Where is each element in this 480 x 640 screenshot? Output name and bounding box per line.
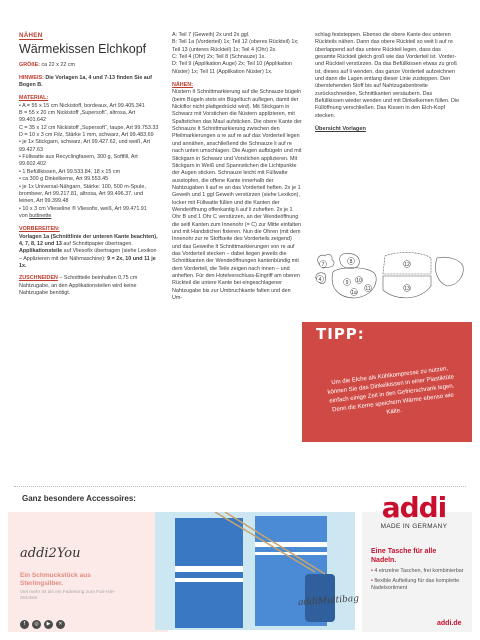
- cut-part: A: Teil 7 (Geweih) 2x und 2x ggl.: [172, 32, 250, 38]
- cut-part: C: Teil 4 (Ohr) 2x; Teil 8 (Schnauze) 1x.: [172, 54, 266, 61]
- ad-bag-headline: Eine Tasche für alle Nadeln.: [371, 548, 437, 564]
- template-number: 1a: [351, 289, 357, 296]
- sewing-text: Nüstern It Schnittmarkierung auf die Schnauze bügeln (beim Bügeln stets ein Bügeltuch auflegen, damit der Nickiflor nicht plattgedrückt wird). Mit Stickgarn in Schwarz mit Vorstichen die Nüstern applizieren, mit Spaltstichen das Maul aufsticken. Die obere Kante der Schnauze It Schnittmarkierung zwischen den Pfeilmarkierungen a re auf re auf das Vorderteil legen und annähen, anschließend die Schnauze li auf re nach unten umschlagen. Die Augen aufbügeln und mit Stickgarn in Schwarz und Vorstichen applizieren. Mit Stickgarn in Weiß und Spannstichen die Lichtpunkte der Augen sticken. Schnauze leicht mit Füllwatte ausstopfen, die offene Kante innerhalb der Nahtzugaben li auf re an das Vorderteil heften. 2x je 1 Geweih und 1 ggl Geweih verstürzen (siehe Lexikon), locker mit Füllwatte füllen und die Kanten der Wendeöffnung offenkantig li auf li zuheften. 2x je 1 Ohr B und 1 Ohr C verstürzen, an der Wendeöffnung die seitl Kanten zum Innenohr (= C) zur Mitte einfalten und mit Handstichen fixieren. Nun die Ohren (mit dem Innenohr zur re Stoffseite des Vorderteils zeigend) und das Geweihe lt Schnittmarkierungen von re auf das Vorderteil stecken – dabei liegen jeweils die Schnittkanten der Wendeöffnungen kantenbündig mit dem Vorderteil, die Teile zeigen nach innen – und anheften. Für den Hotelverschluss-Eingriff am oberen Rückteil die untere Kante bei eingeschlagener Nahtzugabe bis zur Umbruchkante falten und den Um-: [172, 89, 302, 302]
- column-sewing: [172, 32, 302, 302]
- template-number: 11: [365, 285, 371, 292]
- multibag-logo: addiMultibag: [297, 593, 360, 609]
- template-number: 9: [345, 279, 349, 286]
- ad-ring-subtext: Viel mehr ist als ein Fadenring zum Fair-Isle-Stricken.: [20, 590, 116, 601]
- bullet-item: [371, 568, 466, 575]
- cut-parts-list: [172, 32, 302, 76]
- material-heading: MATERIAL:: [19, 95, 49, 102]
- brand-tagline: MADE IN GERMANY: [380, 523, 448, 530]
- column-materials: [19, 32, 159, 297]
- bullet-item: [371, 578, 466, 592]
- addi-website-link[interactable]: addi.de: [437, 620, 462, 627]
- material-item: • je 1x Stickgarn, schwarz, Art 99.427.62, und weiß, Art 99.427.63: [19, 139, 151, 153]
- bullet-icon: •: [371, 577, 375, 584]
- tip-title: TIPP:: [316, 325, 365, 343]
- prepare-rest: auf Schnittpapier übertragen.: [61, 240, 133, 247]
- material-item: • je 1x Universal-Nähgarn, Stärke: 100, 500 m-Spule, brombeer, Art 99.217.81, altrosa, Art 99.496.37, und leinen, Art 99.399.48: [19, 183, 146, 205]
- material-item: B = 55 x 20 cm Nickistoff „Supersoft“, altrosa, Art 99.401.642: [19, 110, 136, 124]
- hint-label: HINWEIS:: [19, 74, 44, 81]
- social-links: [20, 620, 65, 629]
- applique-rest: auf Vliesofix übertragen (siehe Lexikon – Applizieren mit der Nähmaschine):: [19, 248, 157, 262]
- size-line: [19, 62, 159, 69]
- addi-brand: [364, 491, 464, 530]
- prepare-heading: VORBEREITEN:: [19, 226, 60, 233]
- material-item: • ca 300 g Dinkelkerne, Art 99.553.45: [19, 176, 109, 183]
- material-item: D = 10 x 3 cm Filz, Stärke 1 mm, schwarz, Art 99.483.69: [19, 132, 154, 139]
- material-item: C = 35 x 12 cm Nickistoff „Supersoft“, taupe, Art 99.753.33: [19, 124, 159, 131]
- supplier-link[interactable]: buttinette: [29, 212, 52, 219]
- addi2you-logo: addi2You: [20, 546, 81, 561]
- bullet-text: 4 einzelne Taschen, frei kombinierbar: [374, 568, 464, 574]
- supplier-line: [19, 213, 159, 220]
- size-label: GRÖßE:: [19, 62, 40, 69]
- applique-text: [19, 248, 159, 270]
- facebook-icon[interactable]: f: [20, 620, 29, 629]
- page-title: Wärmekissen Elchkopf: [19, 42, 147, 57]
- template-number: 13: [404, 285, 410, 292]
- template-overview-diagram: [313, 252, 468, 307]
- x-icon[interactable]: ✕: [56, 620, 65, 629]
- ad-divider: [14, 486, 466, 487]
- material-list: [19, 103, 159, 221]
- ad-title: Ganz besondere Accessoires:: [22, 494, 136, 503]
- template-piece-shape: [435, 257, 463, 286]
- instagram-icon[interactable]: ◎: [32, 620, 41, 629]
- cut-part: D: Teil 9 (Applikation Auge) 2x; Teil 10 (Applikation Nüster) 1x; Teil 11 (Applikation Nüster) 1x.: [172, 61, 292, 75]
- tip-text: Um die Elche als Kühlkompresse zu nutzen, können Sie das Dinkelkissen in einer Plastiktüte einfach einige Zeit in den Gefrierschrank legen. Denn die Kerne speichern Wärme ebenso wie Kälte.: [327, 366, 455, 416]
- applique-bold: Applikationsteile: [19, 248, 63, 255]
- cut-block: [19, 275, 159, 297]
- ad-bag-bullets: [371, 568, 466, 594]
- template-number: 10: [356, 277, 362, 284]
- cut-part: B: Teil 1a (Vorderteil) 1x; Teil 12 (oberes Rückteil) 1x; Teil 13 (unteres Rückteil) 1x; Teil 4 (Ohr) 2x.: [172, 39, 299, 53]
- cut-text: – Schnittteile beinhalten 0,75 cm Nahtzugabe, an den Applikationsteilen wird keine Nahtzugabe benötigt.: [19, 275, 138, 296]
- material-item: • 10 x 3 cm Vlieseline ® Vliesofix, weiß, Art 99.471.91: [19, 205, 147, 212]
- template-number: 4: [318, 276, 322, 283]
- template-number: 7: [321, 261, 325, 268]
- hint-block: [19, 75, 159, 90]
- material-item: • 1 Befüllkissen, Art 99.533.84, 18 x 15 cm: [19, 168, 121, 175]
- section-tag: NÄHEN: [19, 32, 43, 39]
- addi-logo: addi: [381, 491, 447, 524]
- sewing-text-continued: schlag feststeppen. Ebenso die obere Kante des unteren Rückteils nähen. Dann das obere Rückteil so weit li auf re überlappend auf das untere Rückteil legen, dass das gesamte Rückteil gleich groß wie das Vorderteil ist. Vorder- und Rückteil verstürzen. Da das Befüllkissen etwas zu groß ist, dieses auf li wenden, das ganze Vorderteil aufzeichnen und dann die Lagen entlang dieser Linie zusteppen. Den überstehenden Stoff bis auf Nahtzugabenbreite zurückschneiden, Schnittkanten versäubern. Das Befüllkissen wieder wenden und mit Dinkelkernen füllen. Die Füllöffnung verschließen. Das Kissen in den Elch-Kopf stecken.: [315, 32, 460, 119]
- column-continued: [315, 32, 461, 133]
- material-item: • Füllwatte aus Recyclingfasern, 300 g, Softfill, Art 99.602.402: [19, 154, 138, 168]
- template-number: 8: [349, 258, 353, 265]
- size-value: ca 22 x 22 cm: [39, 62, 76, 69]
- template-number: 12: [404, 261, 410, 268]
- hint-text: Die Vorlagen 1a, 4 und 7-13 finden Sie auf Bogen B.: [19, 74, 152, 89]
- applique-tail: 9 = 2x, 10 und 11 je 1x.: [19, 255, 156, 269]
- ad-bag-photo: [155, 512, 355, 630]
- ad-ring-headline: Ein Schmuckstück aus Sterlingsilber.: [20, 572, 91, 587]
- bullet-text: flexible Aufteilung für das komplette Nadelsortiment: [371, 577, 460, 591]
- templates-heading: Übersicht Vorlagen: [315, 126, 366, 133]
- youtube-icon[interactable]: ▶: [44, 620, 53, 629]
- cut-heading: ZUSCHNEIDEN: [19, 275, 58, 282]
- prepare-text: [19, 234, 159, 249]
- knitting-bag-illustration: [155, 512, 355, 630]
- supplier-prefix: von: [19, 212, 30, 219]
- sewing-heading: NÄHEN:: [172, 82, 193, 89]
- material-item: • A = 55 x 15 cm Nickistoff, bordeaux, Art 99.405.341: [19, 102, 145, 109]
- bullet-icon: •: [371, 568, 375, 574]
- prepare-bold: Vorlagen 1a (Schnittlinie der unteren Kante beachten), 4, 7, 8, 12 und 13: [19, 233, 158, 247]
